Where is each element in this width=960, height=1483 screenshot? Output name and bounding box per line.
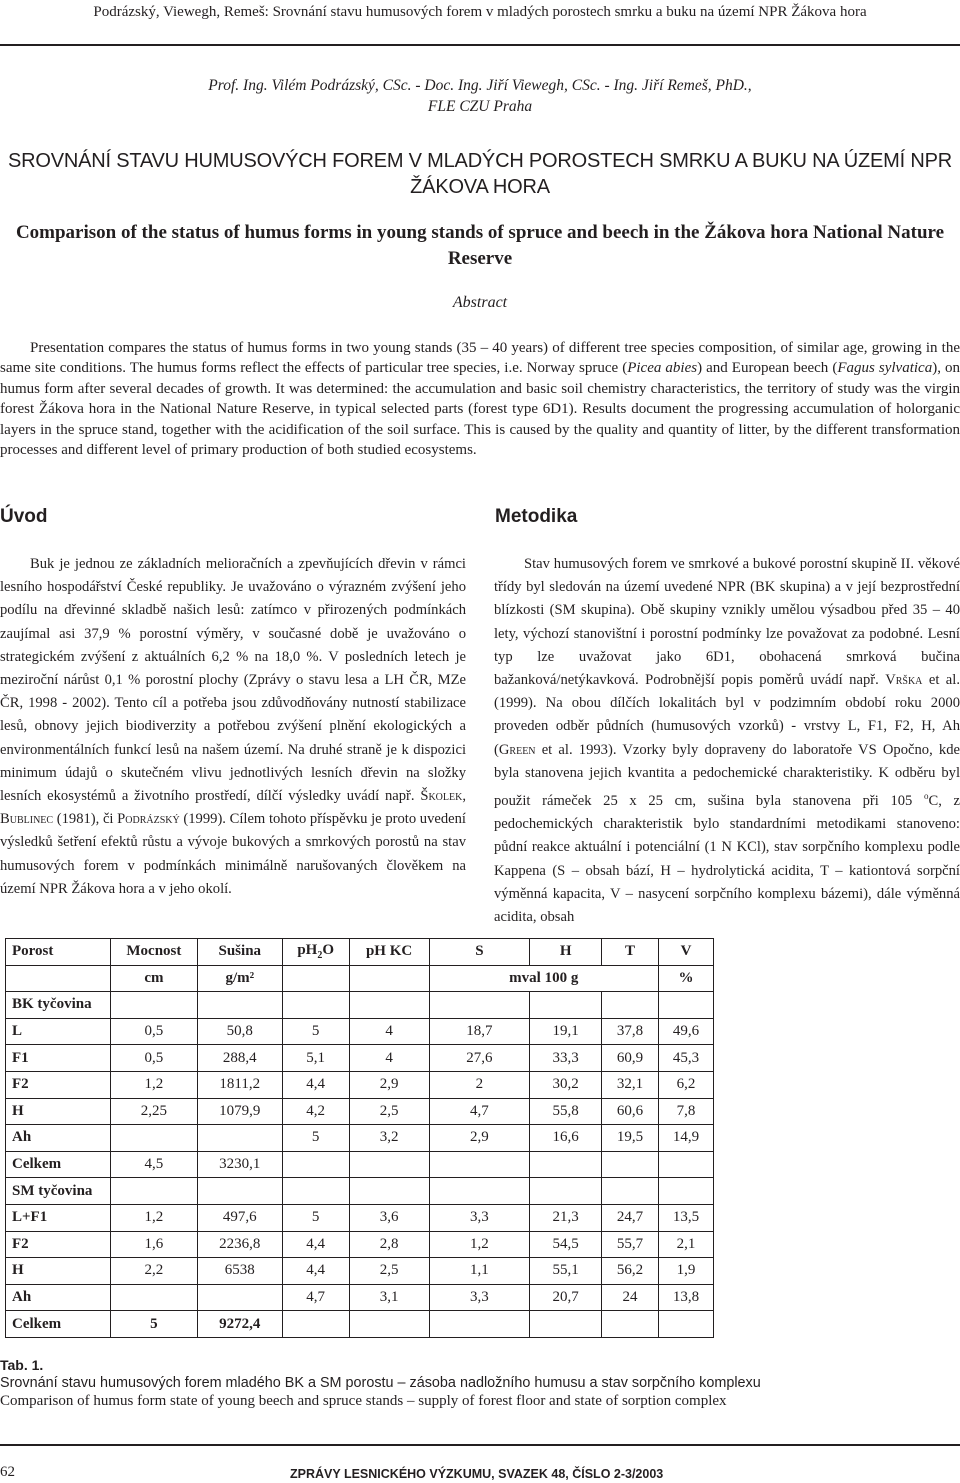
data-cell: 2,8 (349, 1231, 429, 1258)
col-header-ph-h2o: $pH_2O$ (282, 939, 349, 966)
data-cell: 20,7 (530, 1284, 602, 1311)
data-cell: 3,2 (349, 1125, 429, 1152)
table-row (6, 1258, 714, 1285)
data-cell: 3230,1 (197, 1151, 282, 1178)
table-header-row (6, 939, 714, 966)
data-cell: 13,8 (659, 1284, 714, 1311)
data-cell: 16,6 (530, 1125, 602, 1152)
col-header-t: T (602, 939, 659, 966)
degree-superscript: o (923, 791, 929, 802)
data-cell (659, 1311, 714, 1338)
humus-data-table (5, 938, 714, 1338)
layer-label: Ah (6, 1284, 111, 1311)
layer-label: F1 (6, 1045, 111, 1072)
data-cell: 2,2 (110, 1258, 197, 1285)
data-cell: 4,4 (282, 1071, 349, 1098)
group-label: SM tyčovina (6, 1178, 111, 1205)
data-cell: 24 (602, 1284, 659, 1311)
layer-label: F2 (6, 1071, 111, 1098)
col-header-ph-kcl: pH KC (349, 939, 429, 966)
citation-author: Vrška (885, 672, 923, 689)
table-row (6, 1018, 714, 1045)
abstract-text: Presentation compares the status of humus forms in two young stands (35 – 40 years) of different tree species composition, of similar age, growing in the same site conditions. The humus forms reflect the effects of particular tree species, i.e. Norway spruce ( (0, 340, 960, 377)
data-cell: 2,25 (110, 1098, 197, 1125)
footer-rule (0, 1444, 960, 1446)
data-cell: 55,1 (530, 1258, 602, 1285)
data-cell: 14,9 (659, 1125, 714, 1152)
col-header-s: S (429, 939, 530, 966)
metodika-body (494, 553, 960, 929)
data-cell: 1,9 (659, 1258, 714, 1285)
data-cell: 4,4 (282, 1258, 349, 1285)
data-cell: 50,8 (197, 1018, 282, 1045)
data-cell: 5,1 (282, 1045, 349, 1072)
data-cell: 60,9 (602, 1045, 659, 1072)
data-cell (530, 1311, 602, 1338)
table-row (6, 1284, 714, 1311)
layer-label: Ah (6, 1125, 111, 1152)
data-cell: 0,5 (110, 1018, 197, 1045)
col-header-h: H (530, 939, 602, 966)
authors-line: Prof. Ing. Vilém Podrázský, CSc. - Doc. Ing. Jiří Viewegh, CSc. - Ing. Jiří Remeš, PhD., (208, 77, 752, 94)
empty-cell (530, 1178, 602, 1205)
data-cell: 19,1 (530, 1018, 602, 1045)
data-cell: 27,6 (429, 1045, 530, 1072)
units-cell (349, 965, 429, 992)
metodika-text: et al. (1999). Na obou dílčích lokalitách byl v podzimním období roku 2000 proveden odběr půdních (humusových vzorků) - vrstvy L, F1, F2, H, Ah ( (494, 672, 960, 758)
data-cell: 3,1 (349, 1284, 429, 1311)
data-cell: 4 (349, 1018, 429, 1045)
abstract-text: ) and European beech ( (697, 360, 838, 377)
data-cell: 2,1 (659, 1231, 714, 1258)
table-row (6, 1045, 714, 1072)
empty-cell (349, 992, 429, 1019)
metodika-text: C, z pedochemických charakteristik bylo standardními metodikami stanoveno: půdní reakce aktuální i potenciální (1 N KCl), stav sorpčního komplexu podle Kappena (S – obsah bází, H – hydrolytická acidita, T – kationtová sorpční výměnná kapacita, V – nasycení sorpčního komplexu bázemi), dále výměnná acidita, obsah (494, 792, 960, 925)
empty-cell (282, 1178, 349, 1205)
data-cell (197, 1284, 282, 1311)
title-czech: SROVNÁNÍ STAVU HUMUSOVÝCH FOREM V MLADÝCH POROSTECH SMRKU A BUKU NA ÚZEMÍ NPR ŽÁKOVA HORA (8, 150, 952, 198)
table-units-row (6, 965, 714, 992)
uvod-text: (1981), či (53, 811, 118, 828)
data-cell (110, 1125, 197, 1152)
table-row (6, 1231, 714, 1258)
data-cell (197, 1125, 282, 1152)
abstract-body (0, 338, 960, 460)
table-group-row (6, 992, 714, 1019)
data-cell (602, 1151, 659, 1178)
data-cell: 2,9 (429, 1125, 530, 1152)
data-cell: 60,6 (602, 1098, 659, 1125)
empty-cell (602, 1178, 659, 1205)
data-cell: 33,3 (530, 1045, 602, 1072)
data-cell: 4,7 (429, 1098, 530, 1125)
data-cell: 21,3 (530, 1204, 602, 1231)
group-label: BK tyčovina (6, 992, 111, 1019)
layer-label: Celkem (6, 1151, 111, 1178)
data-cell: 1,2 (110, 1071, 197, 1098)
data-cell: 19,5 (602, 1125, 659, 1152)
data-cell: 1,2 (110, 1204, 197, 1231)
affiliation: FLE CZU Praha (427, 98, 533, 115)
data-cell: 18,7 (429, 1018, 530, 1045)
data-cell: 37,8 (602, 1018, 659, 1045)
data-cell: 13,5 (659, 1204, 714, 1231)
citation-author: Školek (420, 788, 463, 805)
citation-author: Green (498, 741, 536, 758)
data-cell: 7,8 (659, 1098, 714, 1125)
table-row (6, 1071, 714, 1098)
table-row (6, 1204, 714, 1231)
layer-label: L (6, 1018, 111, 1045)
data-cell: 4 (349, 1045, 429, 1072)
data-cell: 5 (110, 1311, 197, 1338)
data-cell: 3,3 (429, 1284, 530, 1311)
empty-cell (429, 992, 530, 1019)
citation-author: Bublinec (0, 811, 54, 828)
uvod-text: , (462, 788, 466, 805)
units-cell: cm (110, 965, 197, 992)
data-cell: 45,3 (659, 1045, 714, 1072)
abstract-text: ), on humus form after several decades of growth. It was determined: the accumulation and basic soil chemistry characteristics, the territory of study was the virgin forest Žákova hora in the National Nature Reserve, in typical selected parts (forest type 6D1). Results document the progressing accumulation of holorganic layers in the spruce stand, together with the acidification of the soil surface. This is caused by the quality and quantity of litter, by the different transformation processes and different level of primary production of both studied ecosystems. (0, 360, 960, 459)
empty-cell (349, 1178, 429, 1205)
data-cell (349, 1311, 429, 1338)
data-cell (282, 1151, 349, 1178)
section-heading-uvod: Úvod (0, 506, 48, 527)
units-cell (6, 965, 111, 992)
data-cell: 56,2 (602, 1258, 659, 1285)
header-rule (0, 44, 960, 46)
metodika-text: et al. 1993). Vzorky byly dopraveny do laboratoře VS Opočno, kde byla stanovena jejich kvantita a pedochemické charakteristiky. K odběru byl použit rámeček 25 x 25 cm, sušina byla stanovena při 105 (494, 741, 960, 809)
table-body (6, 992, 714, 1338)
abstract-latin-name: Fagus sylvatica (837, 360, 933, 377)
data-cell: 3,3 (429, 1204, 530, 1231)
data-cell (659, 1151, 714, 1178)
data-cell (282, 1311, 349, 1338)
data-cell: 30,2 (530, 1071, 602, 1098)
data-cell: 55,7 (602, 1231, 659, 1258)
metodika-text: Stav humusových forem ve smrkové a bukové porostní skupině II. věkové třídy byl sledován na území uvedené NPR (BK skupina) a v její bezprostřední blízkosti (SM skupina). Obě skupiny vznikly umělou výsadbou před 35 – 40 lety, výchozí stanovištní i porostní podmínky lze považovat za podobné. Lesní typ lze uvažovat jako 6D1, obohacená smrková bučina bažanková/netýkavková. Podrobnější popis poměrů uvádí např. (494, 556, 960, 689)
layer-label: Celkem (6, 1311, 111, 1338)
data-cell: 54,5 (530, 1231, 602, 1258)
units-cell (282, 965, 349, 992)
uvod-body (0, 553, 466, 901)
data-cell: 2,5 (349, 1258, 429, 1285)
table-group-row (6, 1178, 714, 1205)
section-heading-metodika: Metodika (495, 506, 578, 527)
data-cell: 9272,4 (197, 1311, 282, 1338)
data-cell: 32,1 (602, 1071, 659, 1098)
empty-cell (282, 992, 349, 1019)
data-cell (602, 1311, 659, 1338)
empty-cell (659, 992, 714, 1019)
units-cell: % (659, 965, 714, 992)
data-cell: 5 (282, 1125, 349, 1152)
data-cell (349, 1151, 429, 1178)
data-cell: 3,6 (349, 1204, 429, 1231)
data-cell: 2,5 (349, 1098, 429, 1125)
empty-cell (659, 1178, 714, 1205)
data-cell: 1,1 (429, 1258, 530, 1285)
data-cell: 2,9 (349, 1071, 429, 1098)
layer-label: H (6, 1098, 111, 1125)
uvod-text: Buk je jednou ze základních melioračních a zpevňujících dřevin v rámci lesního hospodářství České republiky. Je uvažováno o výrazném zvýšení jeho podílu na dřevinné skladbě našich lesů: zatímco v přirozených podmínkách zaujímal asi 37,9 % porostní výměry, v současné době je uvažováno o strategickém zvýšení z aktuálních 6,2 % na 18,0 %. V posledních letech je meziroční nárůst 0,1 % porostní plochy (Zprávy o stavu lesa a LH ČR, MZe ČR, 1998 - 2002). Tento cíl a potřeba jsou zdůvodňovány nutností stabilizace lesů, obnovy jejich biodiverzity a potřebou zvýšení plnění ekologických a environmentálních funkcí lesů na našem území. Na druhé straně je k dispozici minimum údajů o skutečném vlivu jednotlivých lesních dřevin na složky lesních ekosystémů a životního prostředí, dílčí výsledky uvádí např. (0, 556, 466, 805)
caption-english: Comparison of humus form state of young beech and spruce stands – supply of forest floor and state of sorption complex (0, 1393, 727, 1409)
table-row (6, 1125, 714, 1152)
empty-cell (110, 992, 197, 1019)
data-cell: 6,2 (659, 1071, 714, 1098)
abstract-latin-name: Picea abies (627, 360, 698, 377)
uvod-text: (1999). Cílem tohoto příspěvku je proto uvedení výsledků šetření efektů růstu a vývoje bukových a smrkových porostů na stav humusových forem v podmínkách minimálně narušovaných člověkem na území NPR Žákova hora a v jeho okolí. (0, 811, 466, 897)
layer-label: H (6, 1258, 111, 1285)
journal-name: ZPRÁVY LESNICKÉHO VÝZKUMU, SVAZEK 48, ČÍSLO 2-3/2003 (290, 1467, 664, 1481)
empty-cell (197, 1178, 282, 1205)
authors (0, 75, 960, 117)
data-cell: 5 (282, 1018, 349, 1045)
data-cell: 24,7 (602, 1204, 659, 1231)
units-cell: mval 100 g (429, 965, 658, 992)
data-cell: 4,4 (282, 1231, 349, 1258)
data-cell: 1079,9 (197, 1098, 282, 1125)
table-caption (0, 1356, 960, 1411)
abstract-heading: Abstract (452, 294, 508, 311)
running-head: Podrázský, Viewegh, Remeš: Srovnání stavu humusových forem v mladých porostech smrku a buku na území NPR Žákova hora (93, 4, 867, 20)
data-cell: 5 (282, 1204, 349, 1231)
col-header-v: V (659, 939, 714, 966)
data-cell: 1811,2 (197, 1071, 282, 1098)
data-cell: 4,5 (110, 1151, 197, 1178)
data-cell: 49,6 (659, 1018, 714, 1045)
caption-label: Tab. 1. (0, 1357, 44, 1373)
data-cell: 2236,8 (197, 1231, 282, 1258)
data-cell: 0,5 (110, 1045, 197, 1072)
data-cell (110, 1284, 197, 1311)
citation-author: Podrázský (117, 811, 180, 828)
empty-cell (602, 992, 659, 1019)
data-cell: 4,2 (282, 1098, 349, 1125)
caption-czech: Srovnání stavu humusových forem mladého BK a SM porostu – zásoba nadložního humusu a stav sorpčního komplexu (0, 1375, 761, 1391)
table-row (6, 1098, 714, 1125)
layer-label: L+F1 (6, 1204, 111, 1231)
empty-cell (429, 1178, 530, 1205)
data-cell (530, 1151, 602, 1178)
col-header-susina: Sušina (197, 939, 282, 966)
empty-cell (110, 1178, 197, 1205)
empty-cell (197, 992, 282, 1019)
data-cell: 497,6 (197, 1204, 282, 1231)
title-english: Comparison of the status of humus forms in young stands of spruce and beech in the Žákova hora National Nature Reserve (15, 222, 945, 269)
data-cell: 288,4 (197, 1045, 282, 1072)
units-cell: g/m² (197, 965, 282, 992)
data-cell: 6538 (197, 1258, 282, 1285)
table-row (6, 1151, 714, 1178)
page-number: 62 (0, 1464, 15, 1480)
data-cell: 55,8 (530, 1098, 602, 1125)
data-cell (429, 1151, 530, 1178)
data-cell: 1,2 (429, 1231, 530, 1258)
table-row (6, 1311, 714, 1338)
data-cell: 1,6 (110, 1231, 197, 1258)
layer-label: F2 (6, 1231, 111, 1258)
col-header-porost: Porost (6, 939, 111, 966)
empty-cell (530, 992, 602, 1019)
col-header-mocnost: Mocnost (110, 939, 197, 966)
data-cell: 2 (429, 1071, 530, 1098)
data-cell: 4,7 (282, 1284, 349, 1311)
data-cell (429, 1311, 530, 1338)
